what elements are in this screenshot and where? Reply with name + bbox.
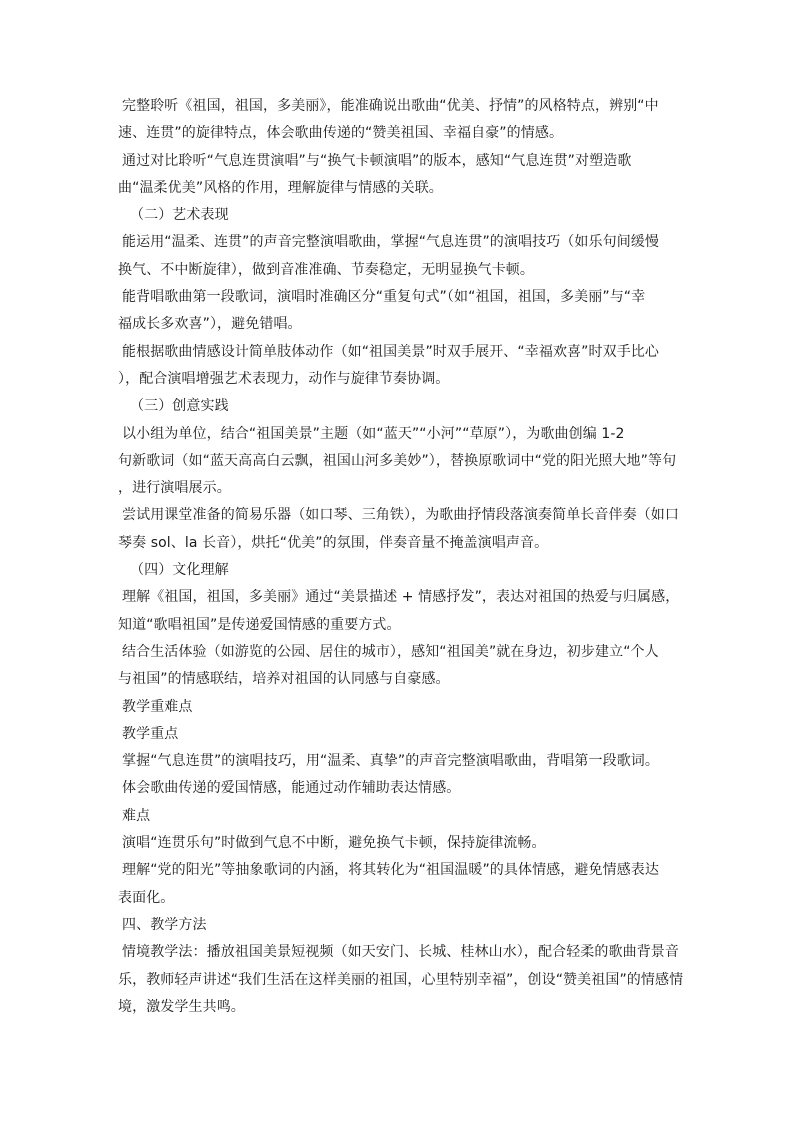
paragraph	[120, 639, 696, 694]
text-line: 换气、不中断旋律），做到音准准确、节奏稳定，无明显换气卡顿。	[118, 261, 534, 278]
text-line: 能背唱歌曲第一段歌词，演唱时准确区分“重复句式”（如“祖国，祖国，多美丽”与“幸	[122, 289, 646, 306]
text-line: 结合生活体验（如游览的公园、居住的城市），感知“祖国美”就在身边，初步建立“个人	[122, 643, 659, 660]
section-heading	[120, 202, 696, 229]
text-line: 教学重点	[122, 725, 179, 742]
text-line: 四、教学方法	[122, 916, 207, 933]
text-line: 能运用“温柔、连贯”的声音完整演唱歌曲，掌握“气息连贯”的演唱技巧（如乐句间缓慢	[122, 234, 660, 251]
text-line: 曲“温柔优美”风格的作用，理解旋律与情感的关联。	[118, 179, 443, 196]
text-line: 福成长多欢喜”），避免错唱。	[118, 316, 302, 333]
text-line: 难点	[122, 807, 151, 824]
text-line: 表面化。	[118, 889, 175, 906]
text-line: 知道“歌唱祖国”是传递爱国情感的重要方式。	[118, 616, 401, 633]
paragraph	[120, 93, 696, 148]
paragraph	[120, 803, 696, 830]
text-line: 理解“党的阳光”等抽象歌词的内涵，将其转化为“祖国温暖”的具体情感，避免情感表达	[122, 862, 660, 879]
paragraph	[120, 748, 696, 775]
paragraph	[120, 584, 696, 639]
text-line: 完整聆听《祖国，祖国，多美丽》，能准确说出歌曲“优美、抒情”的风格特点，辨别“中	[122, 98, 659, 114]
section-heading	[120, 557, 696, 584]
paragraph	[120, 421, 696, 503]
text-line: 境，激发学生共鸣。	[118, 998, 245, 1015]
text-line: 句新歌词（如“蓝天高高白云飘，祖国山河多美妙”），替换原歌词中“党的阳光照大地”等句	[118, 452, 677, 469]
paragraph	[120, 721, 696, 748]
text-line: （二）艺术表现	[130, 207, 229, 224]
text-line: （三）创意实践	[130, 398, 229, 415]
paragraph	[120, 339, 696, 394]
paragraph	[120, 229, 696, 284]
paragraph	[120, 284, 696, 339]
paragraph	[120, 775, 696, 802]
text-line: 以小组为单位，结合“祖国美景”主题（如“蓝天”“小河”“草原”），为歌曲创编 1-2	[122, 425, 625, 442]
text-line: 理解《祖国，祖国，多美丽》通过“美景描述 + 情感抒发”，表达对祖国的热爱与归属感，	[122, 589, 680, 606]
text-line: ，进行演唱展示。	[118, 480, 231, 497]
text-line: 琴奏 sol、la 长音），烘托“优美”的氛围，伴奏音量不掩盖演唱声音。	[118, 534, 549, 551]
text-line: 速、连贯”的旋律特点，体会歌曲传递的“赞美祖国、幸福自豪”的情感。	[118, 125, 564, 142]
paragraph	[120, 912, 696, 939]
text-line: 教学重难点	[122, 698, 193, 715]
section-heading	[120, 393, 696, 420]
document-body	[120, 93, 696, 1021]
text-line: （四）文化理解	[130, 562, 229, 579]
text-line: 尝试用课堂准备的简易乐器（如口琴、三角铁），为歌曲抒情段落演奏简单长音伴奏（如口	[122, 507, 679, 524]
text-line: 通过对比聆听“气息连贯演唱”与“换气卡顿演唱”的版本，感知“气息连贯”对塑造歌	[122, 152, 632, 169]
paragraph	[120, 857, 696, 912]
paragraph	[120, 502, 696, 557]
text-line: 掌握“气息连贯”的演唱技巧，用“温柔、真挚”的声音完整演唱歌曲，背唱第一段歌词。	[122, 753, 660, 770]
paragraph	[120, 939, 696, 1021]
paragraph	[120, 148, 696, 203]
text-line: 乐，教师轻声讲述“我们生活在这样美丽的祖国，心里特别幸福”，创设“赞美祖国”的情感情	[118, 971, 684, 988]
text-line: 演唱“连贯乐句”时做到气息不中断，避免换气卡顿，保持旋律流畅。	[122, 835, 546, 852]
paragraph	[120, 694, 696, 721]
text-line: ），配合演唱增强艺术表现力，动作与旋律节奏协调。	[118, 370, 450, 387]
text-line: 体会歌曲传递的爱国情感，能通过动作辅助表达情感。	[122, 780, 461, 797]
text-line: 情境教学法：播放祖国美景短视频（如天安门、长城、桂林山水），配合轻柔的歌曲背景音	[122, 944, 679, 961]
paragraph	[120, 830, 696, 857]
text-line: 与祖国”的情感联结，培养对祖国的认同感与自豪感。	[118, 671, 450, 688]
text-line: 能根据歌曲情感设计简单肢体动作（如“祖国美景”时双手展开、“幸福欢喜”时双手比心	[122, 343, 660, 360]
